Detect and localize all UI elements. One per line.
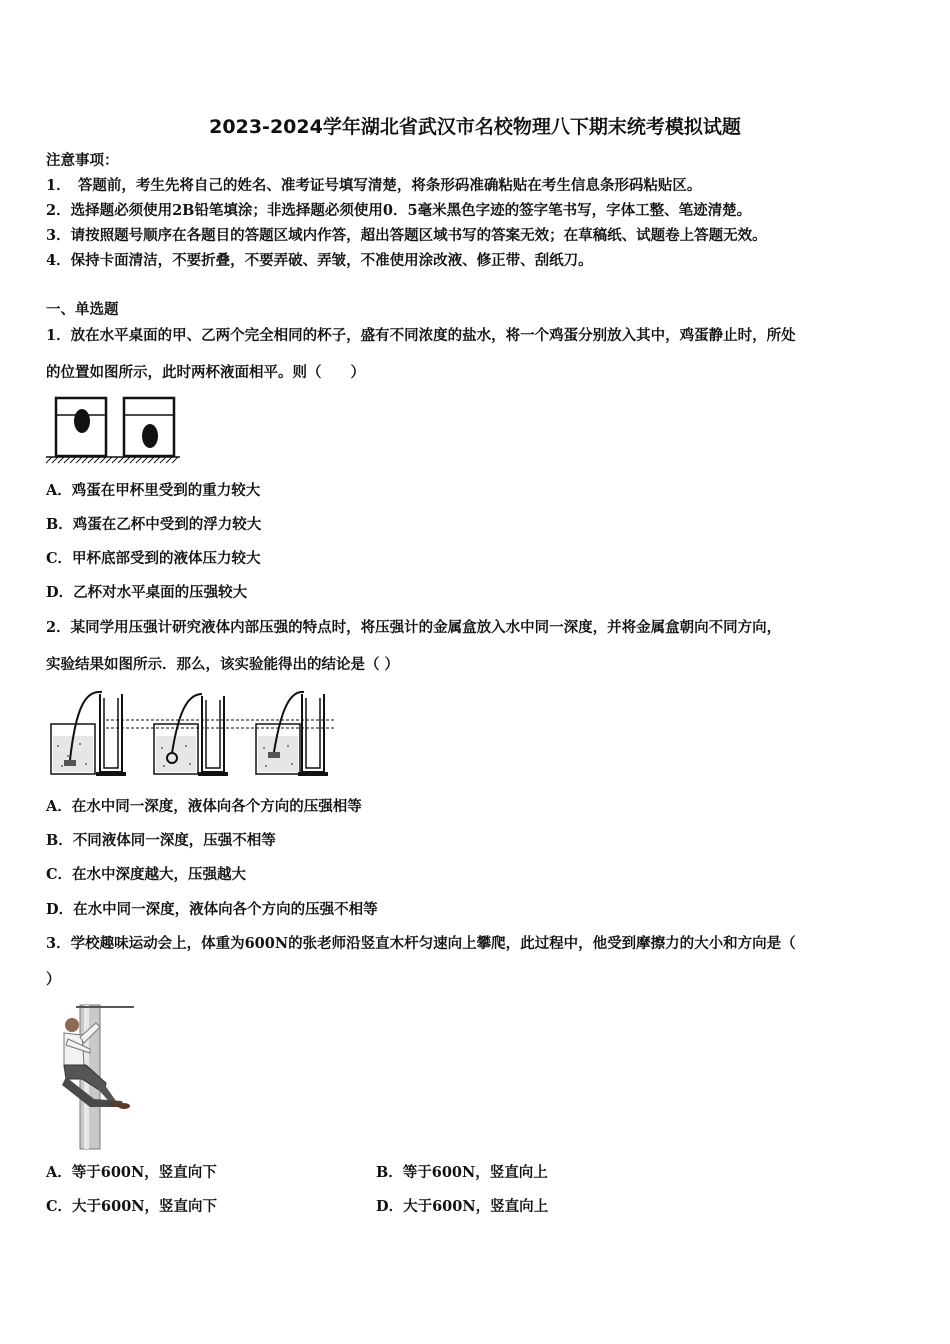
q3-option-c[interactable]: C．大于600N，竖直向下 bbox=[46, 1198, 218, 1215]
question-3-stem: 3．学校趣味运动会上，体重为600N的张老师沿竖直木杆匀速向上攀爬，此过程中，他受到摩擦力的大小和方向是（ bbox=[46, 935, 796, 952]
question-1-stem-cont: 的位置如图所示，此时两杯液面相平。则（ ） bbox=[46, 364, 365, 381]
egg-cups-figure bbox=[44, 395, 182, 465]
q3-option-d[interactable]: D．大于600N，竖直向上 bbox=[376, 1198, 549, 1215]
notice-item: 1． 答题前，考生先将自己的姓名、准考证号填写清楚，将条形码准确粘贴在考生信息条形码粘贴区。 bbox=[46, 177, 702, 194]
q2-option-b[interactable]: B．不同液体同一深度，压强不相等 bbox=[46, 832, 276, 849]
q2-option-a[interactable]: A．在水中同一深度，液体向各个方向的压强相等 bbox=[46, 798, 362, 815]
notice-heading: 注意事项： bbox=[46, 152, 119, 169]
pole-climber-figure bbox=[46, 1003, 138, 1151]
q3-option-a[interactable]: A．等于600N，竖直向下 bbox=[46, 1164, 217, 1181]
question-3-stem-cont: ） bbox=[46, 971, 61, 988]
q1-option-a[interactable]: A．鸡蛋在甲杯里受到的重力较大 bbox=[46, 482, 261, 499]
setup-3 bbox=[256, 692, 328, 776]
q2-option-d[interactable]: D．在水中同一深度，液体向各个方向的压强不相等 bbox=[46, 901, 378, 918]
egg-icon bbox=[74, 409, 90, 433]
q1-option-d[interactable]: D．乙杯对水平桌面的压强较大 bbox=[46, 584, 248, 601]
setup-2 bbox=[154, 694, 228, 776]
egg-icon bbox=[142, 424, 158, 448]
question-2-stem-cont: 实验结果如图所示．那么，该实验能得出的结论是（ ） bbox=[46, 656, 400, 673]
climber-head-icon bbox=[65, 1018, 79, 1032]
question-2-stem: 2．某同学用压强计研究液体内部压强的特点时，将压强计的金属盒放入水中同一深度，并将金属盒朝向不同方向， bbox=[46, 619, 782, 636]
q2-option-c[interactable]: C．在水中深度越大，压强越大 bbox=[46, 866, 247, 883]
q3-option-b[interactable]: B．等于600N，竖直向上 bbox=[376, 1164, 548, 1181]
question-1-stem: 1．放在水平桌面的甲、乙两个完全相同的杯子，盛有不同浓度的盐水，将一个鸡蛋分别放入其中，鸡蛋静止时，所处 bbox=[46, 327, 796, 344]
setup-1 bbox=[51, 692, 126, 776]
q1-option-c[interactable]: C．甲杯底部受到的液体压力较大 bbox=[46, 550, 261, 567]
q1-option-b[interactable]: B．鸡蛋在乙杯中受到的浮力较大 bbox=[46, 516, 262, 533]
page-title: 2023-2024学年湖北省武汉市名校物理八下期末统考模拟试题 bbox=[209, 116, 741, 138]
notice-item: 4．保持卡面清洁，不要折叠，不要弄破、弄皱，不准使用涂改液、修正带、刮纸刀。 bbox=[46, 252, 593, 269]
notice-item: 2．选择题必须使用2B铅笔填涂；非选择题必须使用0．5毫米黑色字迹的签字笔书写，字体工整、笔迹清楚。 bbox=[46, 202, 752, 219]
pressure-gauge-figure bbox=[46, 686, 356, 778]
section-heading: 一、单选题 bbox=[46, 301, 119, 318]
notice-item: 3．请按照题号顺序在各题目的答题区域内作答，超出答题区域书写的答案无效；在草稿纸、试题卷上答题无效。 bbox=[46, 227, 767, 244]
